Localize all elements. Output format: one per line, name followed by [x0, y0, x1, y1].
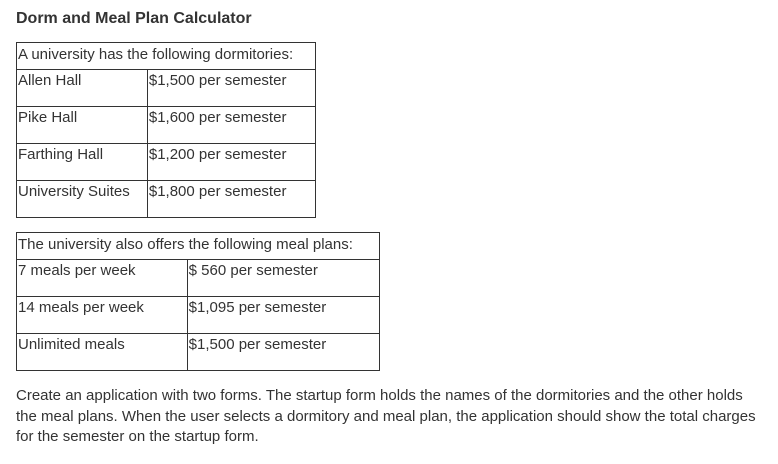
dorm-name-cell: Allen Hall: [17, 70, 148, 107]
table-row: [17, 297, 380, 334]
meal-plan-table-caption: The university also offers the following meal plans:: [17, 233, 380, 260]
meal-plan-cost-cell: $ 560 per semester: [187, 260, 379, 297]
page-title: Dorm and Meal Plan Calculator: [16, 10, 252, 27]
meal-plan-name-cell: 14 meals per week: [17, 297, 188, 334]
meal-plan-name-cell: 7 meals per week: [17, 260, 188, 297]
table-row: [17, 144, 316, 181]
assignment-description: Create an application with two forms. The startup form holds the names of the dormitories and the other holds the meal plans. When the user selects a dormitory and meal plan, the application should show the total charges for the semester on the startup form.: [16, 387, 756, 445]
table-row: [17, 107, 316, 144]
table-row: [17, 181, 316, 218]
dorm-name-cell: Pike Hall: [17, 107, 148, 144]
dorm-cost-cell: $1,500 per semester: [147, 70, 315, 107]
dormitory-table: [16, 42, 316, 218]
dorm-cost-cell: $1,600 per semester: [147, 107, 315, 144]
meal-plan-cost-cell: $1,095 per semester: [187, 297, 379, 334]
meal-plan-name-cell: Unlimited meals: [17, 334, 188, 371]
dorm-name-cell: University Suites: [17, 181, 148, 218]
table-row: [17, 334, 380, 371]
dormitory-table-caption: A university has the following dormitories:: [17, 43, 316, 70]
table-row: [17, 70, 316, 107]
table-row: [17, 260, 380, 297]
meal-plan-cost-cell: $1,500 per semester: [187, 334, 379, 371]
meal-plan-table: [16, 232, 380, 371]
dorm-cost-cell: $1,200 per semester: [147, 144, 315, 181]
dorm-cost-cell: $1,800 per semester: [147, 181, 315, 218]
dorm-name-cell: Farthing Hall: [17, 144, 148, 181]
